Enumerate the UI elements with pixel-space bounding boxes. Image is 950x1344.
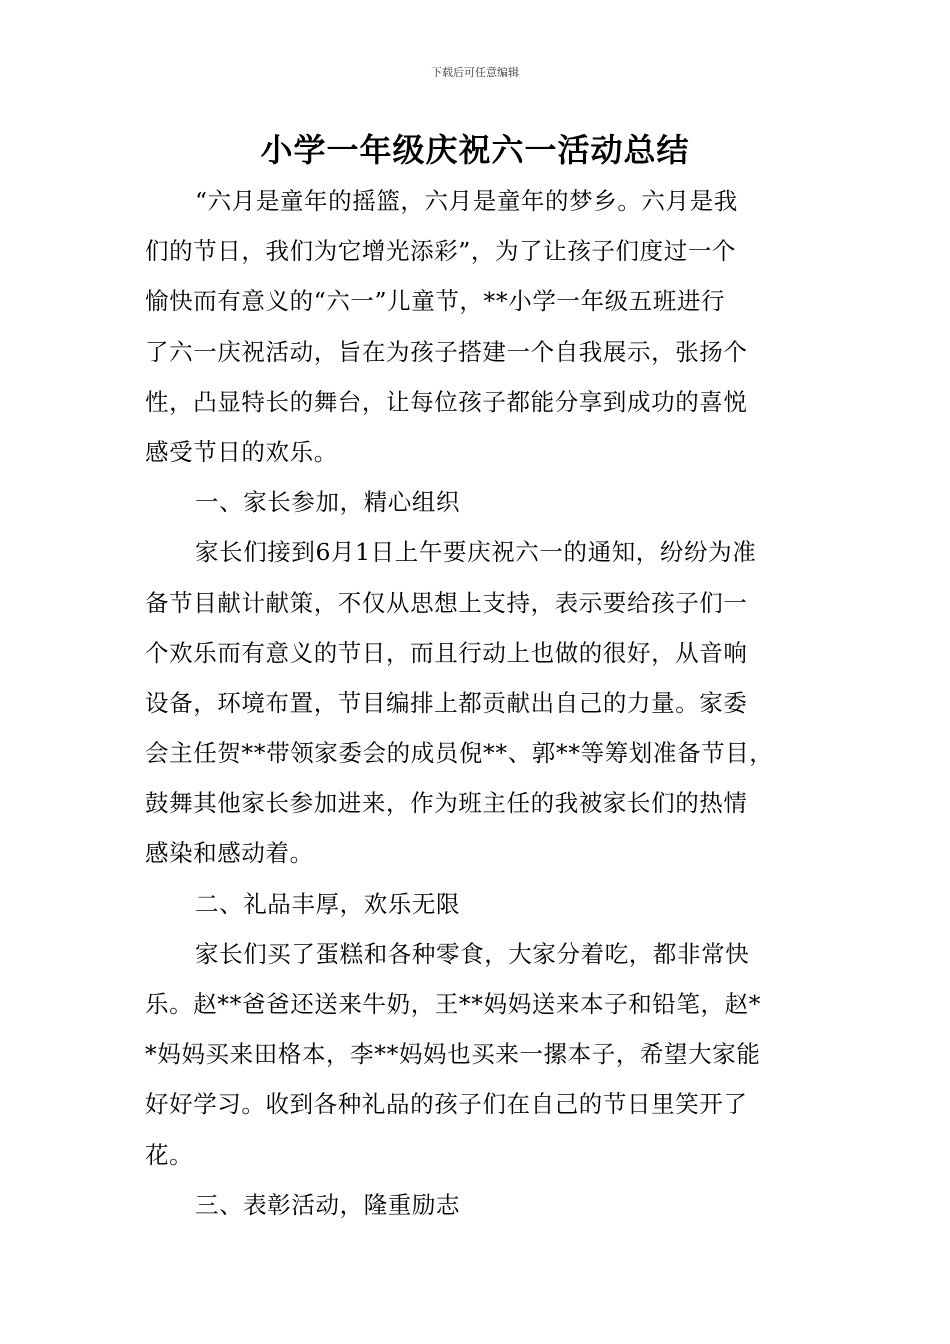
paragraph-section-2-line: 乐。赵**爸爸还送来牛奶，王**妈妈送来本子和铅笔，赵* (145, 990, 762, 1018)
paragraph-section-1-line: 鼓舞其他家长参加进来，作为班主任的我被家长们的热情 (145, 789, 748, 818)
header-note: 下载后可任意编辑 (431, 66, 519, 79)
paragraph-intro-line: “六月是童年的摇篮，六月是童年的梦乡。六月是我 (195, 187, 738, 215)
paragraph-section-2-line: *妈妈买来田格本，李**妈妈也买来一摞本子，希望大家能 (145, 1040, 761, 1069)
paragraph-section-2-line: 家长们买了蛋糕和各种零食，大家分着吃，都非常快 (195, 939, 750, 968)
section-heading-2: 二、礼品丰厚，欢乐无限 (195, 889, 461, 918)
paragraph-section-1-line: 备节目献计献策，不仅从思想上支持，表示要给孩子们一 (145, 588, 748, 617)
paragraph-intro-line: 愉快而有意义的“六一”儿童节，**小学一年级五班进行 (145, 287, 726, 316)
document-body (145, 176, 835, 1230)
paragraph-section-2-line: 好好学习。收到各种礼品的孩子们在自己的节日里笑开了 (145, 1090, 748, 1119)
paragraph-section-1-line: 感染和感动着。 (145, 839, 314, 868)
paragraph-intro-line: 感受节日的欢乐。 (145, 437, 338, 466)
section-heading-3: 三、表彰活动，隆重励志 (195, 1190, 461, 1219)
paragraph-intro-line: 们的节日，我们为它增光添彩”，为了让孩子们度过一个 (145, 237, 737, 266)
paragraph-section-1-line: 设备，环境布置，节目编排上都贡献出自己的力量。家委 (145, 688, 748, 717)
paragraph-section-1-line: 会主任贺**带领家委会的成员倪**、郭**等筹划准备节目， (145, 739, 774, 768)
paragraph-intro-line: 性，凸显特长的舞台，让每位孩子都能分享到成功的喜悦 (145, 387, 748, 416)
paragraph-section-1-line: 家长们接到6月1日上午要庆祝六一的通知，纷纷为准 (195, 538, 757, 567)
paragraph-section-2-line: 花。 (145, 1140, 194, 1169)
section-heading-1: 一、家长参加，精心组织 (195, 488, 461, 517)
paragraph-intro-line: 了六一庆祝活动，旨在为孩子搭建一个自我展示，张扬个 (145, 337, 748, 366)
document-title: 小学一年级庆祝六一活动总结 (260, 131, 690, 169)
paragraph-section-1-line: 个欢乐而有意义的节日，而且行动上也做的很好，从音响 (145, 638, 748, 667)
